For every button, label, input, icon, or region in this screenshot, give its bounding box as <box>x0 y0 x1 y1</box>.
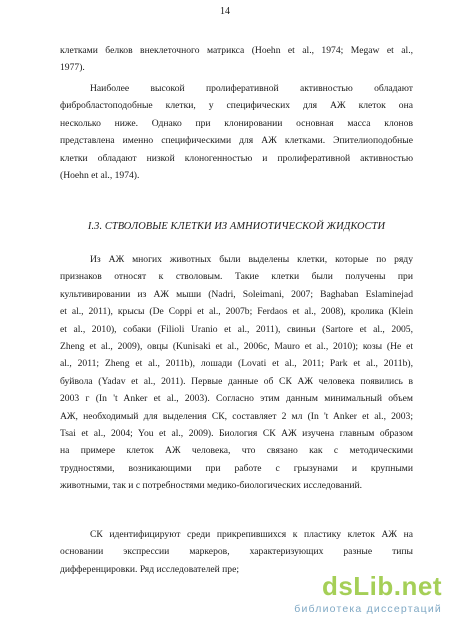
text-line: 2003 г (In 't Anker et al., 2003). Согласно этим данным минимальный объем <box>60 393 413 405</box>
text-line: фибробластоподобные клетки, у специфических для АЖ клеток она <box>60 100 413 112</box>
text-line: (Hoehn et al., 1974). <box>60 170 140 182</box>
text-line: признаков относят к стволовым. Такие клетки были получены при <box>60 271 413 283</box>
text-line: на примере клеток АЖ человека, что связано как с методическими <box>60 445 413 457</box>
text-line: трудностями, возникающими при работе с грызунами и крупными <box>60 462 413 474</box>
text-line: СК идентифицируют среди прикрепившихся к пластику клеток АЖ на <box>90 529 413 540</box>
text-line: несколько ниже. Однако при клонировании основная масса клонов <box>60 117 413 129</box>
paragraph-continuation <box>60 42 413 77</box>
text-line: Tsai et al., 2004; You et al., 2009). Биология СК АЖ изучена главным образом <box>60 428 413 440</box>
paragraph-stem-cells <box>60 251 413 495</box>
text-line: Наиболее высокой пролиферативной активностью обладают <box>90 83 413 94</box>
text-line: представлена именно специфическими для АЖ клетками. Эпителиоподобные <box>60 135 413 147</box>
text-line: et al., 2011), крысы (De Coppi et al., 2007b; Ferdaos et al., 2008), кролика (Klein <box>60 306 413 318</box>
text-line: АЖ, необходимый для выделения СК, составляет 2 мл (In 't Anker et al., 2003; <box>60 410 413 422</box>
text-line: культивировании из АЖ мыши (Nadri, Soleimani, 2007; Baghaban Eslaminejad <box>60 288 413 300</box>
watermark-logo: dsLib.net <box>321 571 442 601</box>
text-line: основании экспрессии маркеров, характеризующих разные типы <box>60 546 413 558</box>
section-heading: I.3. СТВОЛОВЫЕ КЛЕТКИ ИЗ АМНИОТИЧЕСКОЙ ЖИДКОСТИ <box>87 221 386 232</box>
dslib-watermark <box>292 571 442 615</box>
text-line: et al., 2010), собаки (Filioli Uranio et al., 2011), свиньи (Sartore et al., 2005, <box>60 323 413 335</box>
text-line: клетки обладают низкой клоногенностью и пролиферативной активностью <box>60 152 413 164</box>
text-line: животными, так и с потребностями медико-биологических исследований. <box>60 480 363 492</box>
text-line: Из АЖ многих животных были выделены клетки, которые по ряду <box>90 254 413 265</box>
text-line: 1977). <box>60 62 85 74</box>
page-number: 14 <box>220 6 230 17</box>
watermark-subtitle: библиотека диссертаций <box>294 603 442 615</box>
text-line: буйвола (Yadav et al., 2011). Первые данные об СК АЖ человека появились в <box>60 375 413 387</box>
text-line: клетками белков внеклеточного матрикса (Hoehn et al., 1974; Megaw et al., <box>60 45 413 56</box>
text-line: Zheng et al., 2009), овцы (Kunisaki et al., 2006c, Mauro et al., 2010); козы (He et <box>60 341 413 353</box>
text-line: дифференцировки. Ряд исследователей пре; <box>60 563 240 575</box>
text-line: al., 2011; Zheng et al., 2011b), лошади (Lovati et al., 2011; Park et al., 2011b), <box>60 358 413 370</box>
paragraph-proliferation <box>60 80 413 184</box>
